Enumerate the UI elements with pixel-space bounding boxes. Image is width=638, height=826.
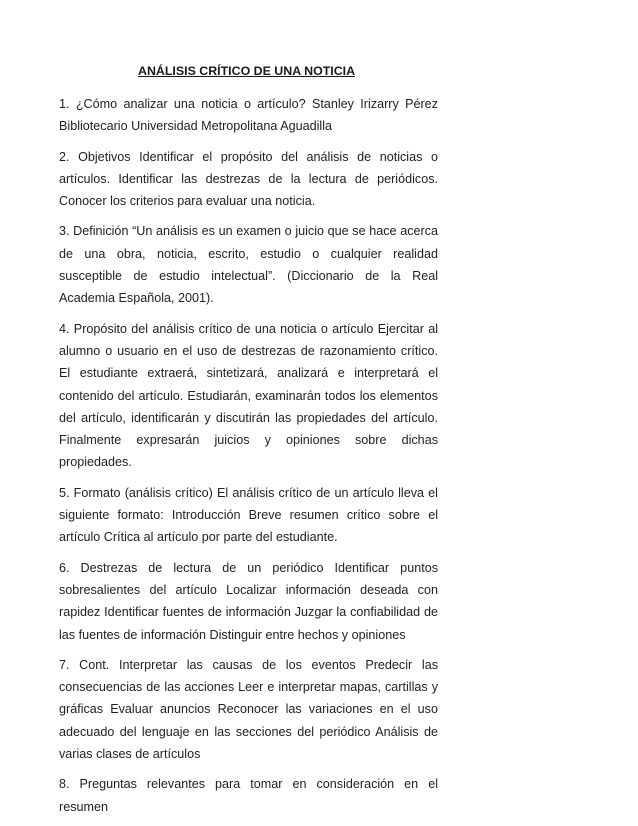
document-title: ANÁLISIS CRÍTICO DE UNA NOTICIA <box>138 64 356 78</box>
paragraph-5: 5. Formato (análisis crítico) El análisis crítico de un artículo lleva el siguiente formato: Introducción Breve resumen crítico sobre el artículo Crítica al artículo por parte del estudiante. <box>59 485 438 545</box>
document-body <box>59 93 438 826</box>
paragraph-1: 1. ¿Cómo analizar una noticia o artículo? Stanley Irizarry Pérez Bibliotecario Universidad Metropolitana Aguadilla <box>59 97 438 134</box>
paragraph-2: 2. Objetivos Identificar el propósito del análisis de noticias o artículos. Identificar las destrezas de la lectura de periódicos. Conocer los criterios para evaluar una noticia. <box>59 149 438 209</box>
paragraph-8: 8. Preguntas relevantes para tomar en consideración en el resumen <box>59 777 438 814</box>
paragraph-7: 7. Cont. Interpretar las causas de los eventos Predecir las consecuencias de las acciones Leer e interpretar mapas, cartillas y gráficas Evaluar anuncios Reconocer las variaciones en el uso adecuado del lenguaje en las secciones del periódico Análisis de varias clases de artículos <box>59 657 438 762</box>
paragraph-3: 3. Definición “Un análisis es un examen o juicio que se hace acerca de una obra, noticia, escrito, estudio o cualquier realidad susceptible de estudio intelectual”. (Diccionario de la Real Academia Española, 2001). <box>59 224 438 306</box>
paragraph-6: 6. Destrezas de lectura de un periódico Identificar puntos sobresalientes del artículo Localizar información deseada con rapidez Identificar fuentes de información Juzgar la confiabilidad de las fuentes de información Distinguir entre hechos y opiniones <box>59 560 438 642</box>
paragraph-4: 4. Propósito del análisis crítico de una noticia o artículo Ejercitar al alumno o usuario en el uso de destrezas de razonamiento crítico. El estudiante extraerá, sintetizará, analizará e interpretará el contenido del artículo. Estudiarán, examinarán todos los elementos del artículo, identificarán y discutirán las propiedades del artículo. Finalmente expresarán juicios y opiniones sobre dichas propiedades. <box>59 321 438 470</box>
